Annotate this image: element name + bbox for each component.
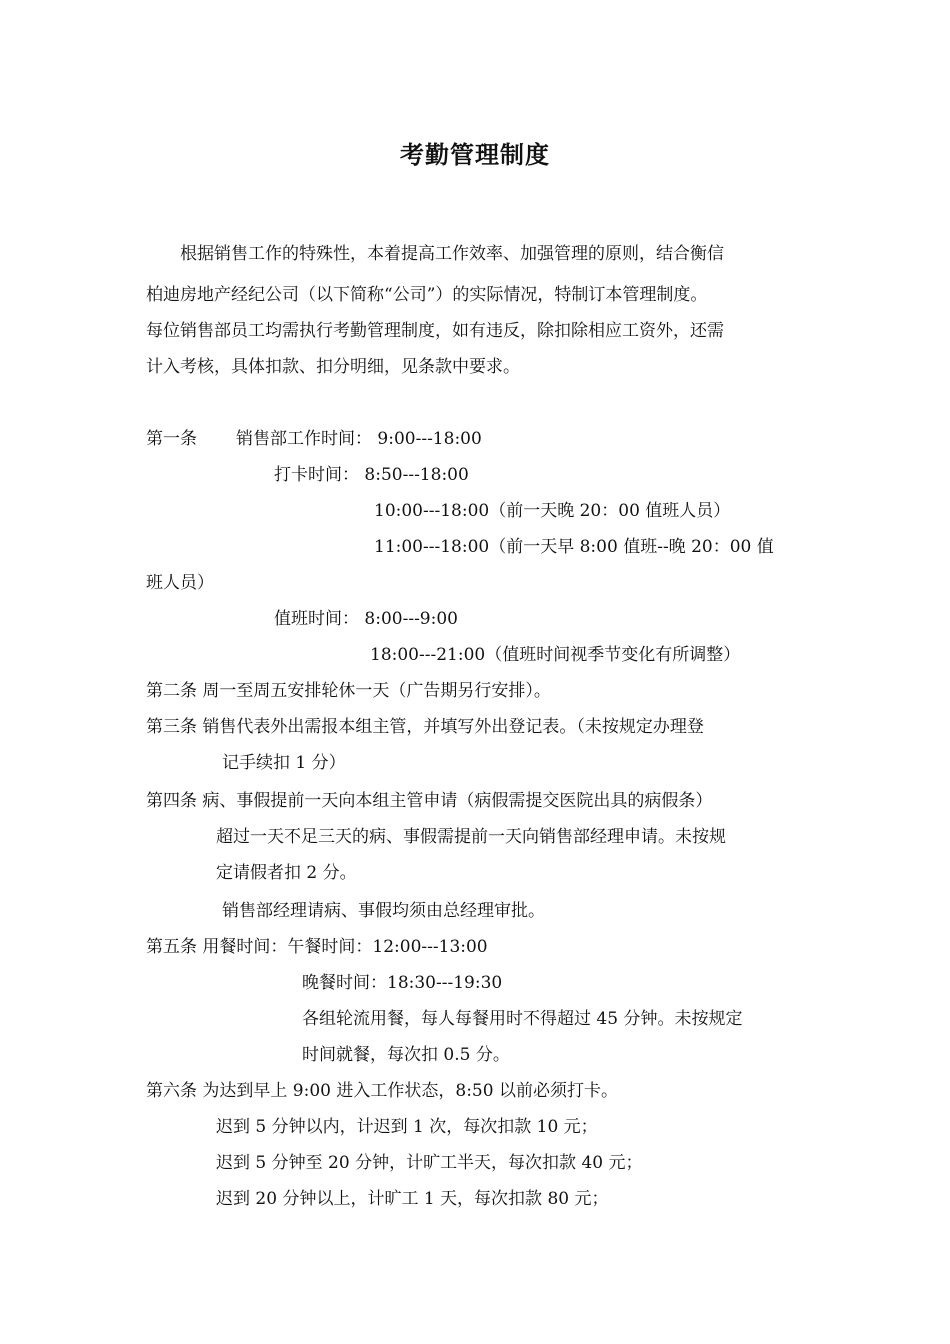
article-3-line-1: 第三条 销售代表外出需报本组主管，并填写外出登记表。（未按规定办理登 (146, 717, 704, 737)
article-5-line-3: 各组轮流用餐，每人每餐用时不得超过 45 分钟。未按规定 (302, 1009, 743, 1029)
article-1-heading: 第一条 (146, 429, 197, 449)
article-1-clock-line-2: 10:00---18:00（前一天晚 20：00 值班人员） (374, 501, 731, 521)
article-1-duty-time: 值班时间： 8:00---9:00 (274, 609, 458, 629)
intro-line-1: 根据销售工作的特殊性，本着提高工作效率、加强管理的原则，结合衡信 (180, 244, 724, 264)
article-1-work-time: 销售部工作时间： 9:00---18:00 (236, 429, 482, 449)
article-5-line-4: 时间就餐，每次扣 0.5 分。 (302, 1045, 510, 1065)
article-4-line-3: 定请假者扣 2 分。 (216, 863, 357, 883)
article-2: 第二条 周一至周五安排轮休一天（广告期另行安排）。 (146, 681, 551, 701)
article-3-line-2: 记手续扣 1 分） (222, 753, 346, 773)
intro-line-4: 计入考核，具体扣款、扣分明细，见条款中要求。 (146, 357, 520, 377)
intro-line-3: 每位销售部员工均需执行考勤管理制度，如有违反，除扣除相应工资外，还需 (146, 321, 724, 341)
article-6-line-3: 迟到 5 分钟至 20 分钟，计旷工半天，每次扣款 40 元； (216, 1153, 643, 1173)
article-1-clock-line-3: 11:00---18:00（前一天早 8:00 值班--晚 20：00 值 (374, 537, 774, 557)
article-1-clock-time: 打卡时间： 8:50---18:00 (274, 465, 469, 485)
article-6-line-2: 迟到 5 分钟以内，计迟到 1 次，每次扣款 10 元； (216, 1117, 598, 1137)
article-6-line-1: 第六条 为达到早上 9:00 进入工作状态，8:50 以前必须打卡。 (146, 1081, 618, 1101)
article-4-line-2: 超过一天不足三天的病、事假需提前一天向销售部经理申请。未按规 (216, 827, 726, 847)
article-5-line-1: 第五条 用餐时间：午餐时间：12:00---13:00 (146, 937, 488, 957)
article-1-duty-line-2: 18:00---21:00（值班时间视季节变化有所调整） (370, 645, 741, 665)
article-6-line-4: 迟到 20 分钟以上，计旷工 1 天，每次扣款 80 元； (216, 1189, 609, 1209)
page-title: 考勤管理制度 (400, 141, 550, 169)
article-5-line-2: 晚餐时间：18:30---19:30 (302, 973, 503, 993)
article-4-line-1: 第四条 病、事假提前一天向本组主管申请（病假需提交医院出具的病假条） (146, 791, 713, 811)
intro-line-2: 柏迪房地产经纪公司（以下简称“公司”）的实际情况，特制订本管理制度。 (146, 285, 708, 305)
article-1-clock-line-3-cont: 班人员） (146, 573, 214, 593)
article-4-line-4: 销售部经理请病、事假均须由总经理审批。 (222, 901, 545, 921)
